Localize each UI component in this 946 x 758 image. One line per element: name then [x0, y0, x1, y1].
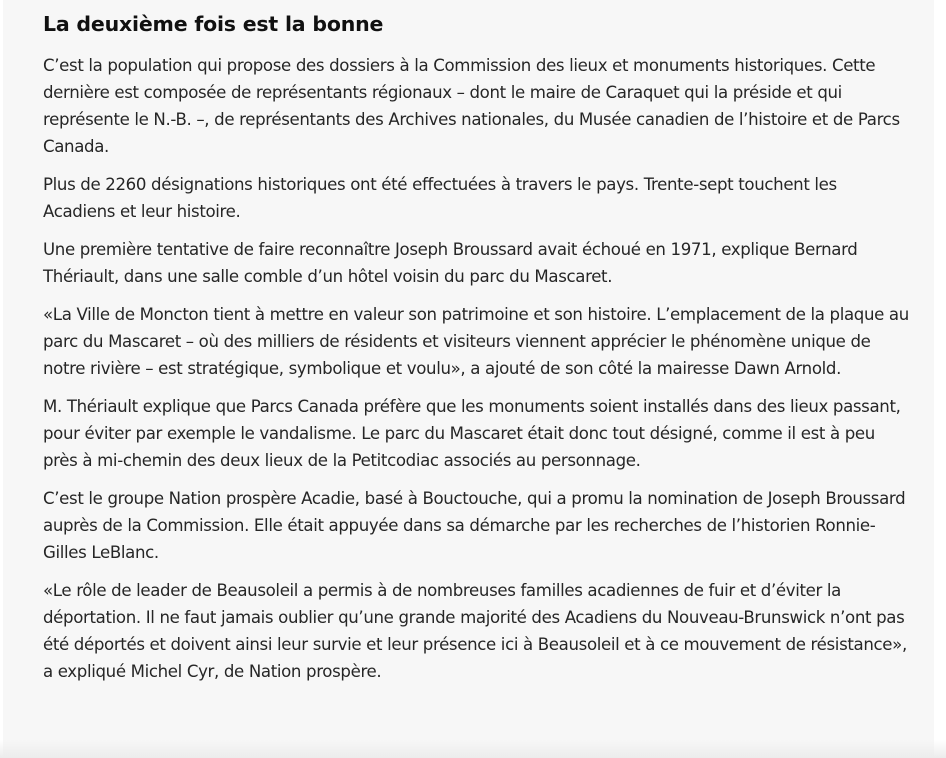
paragraph-3: Une première tentative de faire reconnaître Joseph Broussard avait échoué en 1971, explique Bernard Thériault, dans une salle comble d’un hôtel voisin du parc du Mascaret.: [43, 240, 858, 286]
article-page: [3, 0, 934, 758]
section-heading: La deuxième fois est la bonne: [43, 12, 384, 36]
paragraph-7: «Le rôle de leader de Beausoleil a permis à de nombreuses familles acadiennes de fuir et d’éviter la déportation. Il ne faut jamais oublier qu’une grande majorité des Acadiens du Nouveau-Brunswick n’ont pas été déportés et doivent ainsi leur survie et leur présence ici à Beausoleil et à ce mouvement de résistance», a expliqué Michel Cyr, de Nation prospère.: [43, 581, 907, 681]
paragraph-2: Plus de 2260 désignations historiques ont été effectuées à travers le pays. Trente-sept touchent les Acadiens et leur histoire.: [43, 175, 837, 221]
right-margin: [934, 0, 946, 758]
paragraph-5: M. Thériault explique que Parcs Canada préfère que les monuments soient installés dans des lieux passant, pour éviter par exemple le vandalisme. Le parc du Mascaret était donc tout désigné, comme il est à peu près à mi-chemin des deux lieux de la Petitcodiac associés au personnage.: [43, 397, 901, 470]
paragraph-4: «La Ville de Moncton tient à mettre en valeur son patrimoine et son histoire. L’emplacement de la plaque au parc du Mascaret – où des milliers de résidents et visiteurs viennent apprécier le phénomène unique de notre rivière – est stratégique, symbolique et voulu», a ajouté de son côté la mairesse Dawn Arnold.: [43, 305, 909, 378]
article-body: [43, 9, 913, 696]
paragraph-1: C’est la population qui propose des dossiers à la Commission des lieux et monuments historiques. Cette dernière est composée de représentants régionaux – dont le maire de Caraquet qui la préside et qui représente le N.-B. –, de représentants des Archives nationales, du Musée canadien de l’histoire et de Parcs Canada.: [43, 56, 900, 156]
paragraph-6: C’est le groupe Nation prospère Acadie, basé à Bouctouche, qui a promu la nomination de Joseph Broussard auprès de la Commission. Elle était appuyée dans sa démarche par les recherches de l’historien Ronnie-Gilles LeBlanc.: [43, 489, 906, 562]
bottom-fade: [0, 740, 946, 758]
